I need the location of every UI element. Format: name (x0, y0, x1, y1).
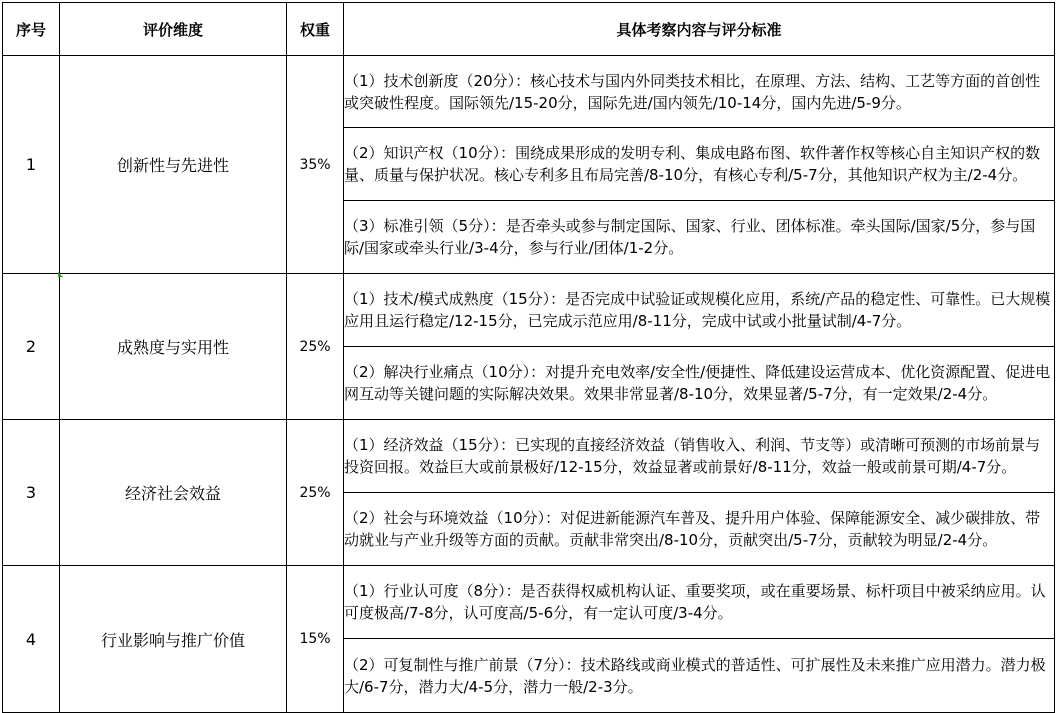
table-row (3, 274, 1055, 347)
row-dimension: 创新性与先进性 (60, 56, 287, 274)
criterion-cell: （1）行业认可度（8分）：是否获得权威机构认证、重要奖项，或在重要场景、标杆项目中被采纳应用。认可度极高/7-8分，认可度高/5-6分，有一定认可度/3-4分。 (344, 566, 1055, 639)
evaluation-table (2, 2, 1055, 713)
row-weight: 25% (287, 274, 344, 420)
header-weight: 权重 (287, 3, 344, 56)
table-row (3, 56, 1055, 128)
row-seq: 3 (3, 420, 60, 566)
row-weight: 25% (287, 420, 344, 566)
criterion-cell: （1）技术/模式成熟度（15分）：是否完成中试验证或规模化应用，系统/产品的稳定性、可靠性。已大规模应用且运行稳定/12-15分，已完成示范应用/8-11分，完成中试或小批量试制/4-7分。 (344, 274, 1055, 347)
header-dimension: 评价维度 (60, 3, 287, 56)
criterion-cell: （2）社会与环境效益（10分）：对促进新能源汽车普及、提升用户体验、保障能源安全、减少碳排放、带动就业与产业升级等方面的贡献。贡献非常突出/8-10分，贡献突出/5-7分，贡献较为明显/2-4分。 (344, 493, 1055, 566)
criterion-cell: （1）经济效益（15分）：已实现的直接经济效益（销售收入、利润、节支等）或清晰可预测的市场前景与投资回报。效益巨大或前景极好/12-15分，效益显著或前景好/8-11分，效益一般或前景可期/4-7分。 (344, 420, 1055, 493)
header-row (3, 3, 1055, 56)
row-weight: 35% (287, 56, 344, 274)
criterion-cell: （2）解决行业痛点（10分）：对提升充电效率/安全性/便捷性、降低建设运营成本、优化资源配置、促进电网互动等关键问题的实际解决效果。效果非常显著/8-10分，效果显著/5-7分，有一定效果/2-4分。 (344, 347, 1055, 420)
header-seq: 序号 (3, 3, 60, 56)
criterion-cell: （2）知识产权（10分）：围绕成果形成的发明专利、集成电路布图、软件著作权等核心自主知识产权的数量、质量与保护状况。核心专利多且布局完善/8-10分，有核心专利/5-7分，其他知识产权为主/2-4分。 (344, 128, 1055, 201)
row-dimension: 行业影响与推广价值 (60, 566, 287, 713)
criterion-cell: （1）技术创新度（20分）：核心技术与国内外同类技术相比，在原理、方法、结构、工艺等方面的首创性或突破性程度。国际领先/15-20分，国际先进/国内领先/10-14分，国内先进/5-9分。 (344, 56, 1055, 128)
table-row (3, 566, 1055, 639)
row-seq: 1 (3, 56, 60, 274)
row-dimension: 经济社会效益 (60, 420, 287, 566)
row-weight: 15% (287, 566, 344, 713)
row-dimension: 成熟度与实用性 (60, 274, 287, 420)
row-seq: 4 (3, 566, 60, 713)
header-content: 具体考察内容与评分标准 (344, 3, 1055, 56)
criterion-cell: （2）可复制性与推广前景（7分）：技术路线或商业模式的普适性、可扩展性及未来推广应用潜力。潜力极大/6-7分，潜力大/4-5分，潜力一般/2-3分。 (344, 639, 1055, 713)
cell-comment-marker (58, 272, 63, 277)
criterion-cell: （3）标准引领（5分）：是否牵头或参与制定国际、国家、行业、团体标准。牵头国际/国家/5分，参与国际/国家或牵头行业/3-4分，参与行业/团体/1-2分。 (344, 201, 1055, 274)
row-seq: 2 (3, 274, 60, 420)
table-row (3, 420, 1055, 493)
